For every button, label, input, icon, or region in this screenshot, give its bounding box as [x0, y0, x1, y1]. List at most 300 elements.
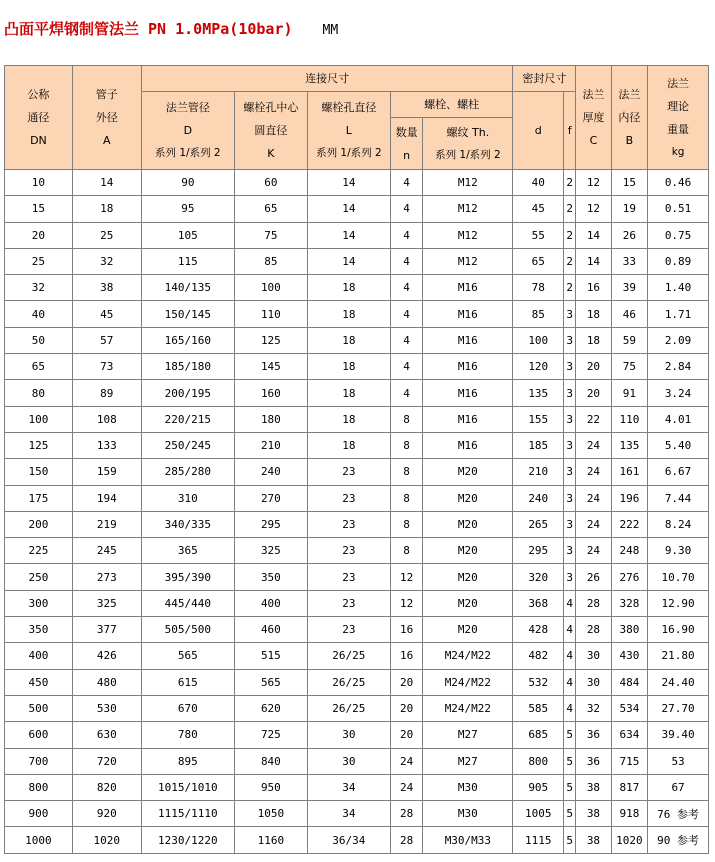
table-cell: 36 [576, 748, 611, 774]
table-cell: 27.70 [648, 695, 709, 721]
table-cell: 5 [564, 827, 576, 853]
table-cell: 600 [5, 722, 73, 748]
header-line: n [403, 148, 411, 162]
table-cell: 5.40 [648, 432, 709, 458]
header-line: 公称 [27, 88, 50, 101]
title-text: 凸面平焊钢制管法兰 PN 1.0MPa(10bar) [4, 20, 293, 38]
table-cell: 4.01 [648, 406, 709, 432]
table-cell: 1.40 [648, 275, 709, 301]
table-cell: 300 [5, 590, 73, 616]
header-line: 理论 [667, 99, 690, 113]
table-cell: 20 [5, 222, 73, 248]
table-cell: 1.71 [648, 301, 709, 327]
table-cell: 30 [576, 643, 611, 669]
table-cell: M12 [423, 170, 513, 196]
table-cell: 0.89 [648, 248, 709, 274]
table-body [5, 170, 709, 854]
table-cell: M27 [423, 722, 513, 748]
col-header-dn [5, 66, 73, 170]
table-cell: M24/M22 [423, 695, 513, 721]
table-cell: 245 [72, 538, 141, 564]
header-line: A [103, 134, 111, 147]
table-row [5, 380, 709, 406]
table-cell: 40 [5, 301, 73, 327]
table-cell: 18 [72, 196, 141, 222]
table-cell: 14 [72, 170, 141, 196]
flange-table [4, 65, 709, 854]
table-cell: 222 [611, 511, 647, 537]
table-cell: 175 [5, 485, 73, 511]
table-cell: 3 [564, 406, 576, 432]
table-cell: 8 [390, 511, 422, 537]
table-cell: 2.84 [648, 354, 709, 380]
table-cell: 240 [234, 459, 307, 485]
table-cell: 12 [576, 170, 611, 196]
table-cell: 20 [390, 695, 422, 721]
table-cell: M12 [423, 222, 513, 248]
table-cell: 38 [576, 801, 611, 827]
table-cell: 273 [72, 564, 141, 590]
table-cell: 67 [648, 774, 709, 800]
table-cell: 634 [611, 722, 647, 748]
col-header-pipe-od [72, 66, 141, 170]
table-row [5, 248, 709, 274]
table-cell: 15 [611, 170, 647, 196]
table-cell: 505/500 [141, 617, 234, 643]
table-cell: 250 [5, 564, 73, 590]
table-cell: M20 [423, 485, 513, 511]
table-cell: 100 [5, 406, 73, 432]
table-cell: 135 [611, 432, 647, 458]
table-cell: 532 [513, 669, 564, 695]
group-header-seal: 密封尺寸 [513, 66, 576, 92]
unit-label: MM [322, 23, 339, 38]
table-cell: 185 [513, 432, 564, 458]
table-cell: 220/215 [141, 406, 234, 432]
table-cell: 185/180 [141, 354, 234, 380]
table-cell: 426 [72, 643, 141, 669]
table-cell: 12 [390, 564, 422, 590]
table-cell: 7.44 [648, 485, 709, 511]
table-cell: 430 [611, 643, 647, 669]
table-cell: 53 [648, 748, 709, 774]
table-cell: 480 [72, 669, 141, 695]
table-cell: 125 [5, 432, 73, 458]
table-cell: M27 [423, 748, 513, 774]
table-cell: 1160 [234, 827, 307, 853]
table-cell: 135 [513, 380, 564, 406]
col-header-flange-od [141, 92, 234, 170]
table-cell: 21.80 [648, 643, 709, 669]
col-header-bolt-hole [307, 92, 390, 170]
table-cell: 25 [5, 248, 73, 274]
table-cell: M24/M22 [423, 669, 513, 695]
table-cell: 20 [576, 354, 611, 380]
table-row [5, 748, 709, 774]
table-cell: 161 [611, 459, 647, 485]
table-cell: 4 [390, 354, 422, 380]
table-cell: M16 [423, 354, 513, 380]
group-header-connection: 连接尺寸 [141, 66, 513, 92]
header-line: 螺栓孔直径 [321, 101, 377, 114]
table-cell: 110 [234, 301, 307, 327]
table-cell: 368 [513, 590, 564, 616]
table-cell: M30 [423, 774, 513, 800]
table-cell: 194 [72, 485, 141, 511]
header-line: 法兰管径 [165, 101, 210, 114]
table-cell: 725 [234, 722, 307, 748]
table-cell: 32 [5, 275, 73, 301]
table-row [5, 511, 709, 537]
table-cell: 4 [390, 222, 422, 248]
table-cell: 14 [307, 248, 390, 274]
table-cell: 3 [564, 485, 576, 511]
table-cell: 196 [611, 485, 647, 511]
table-cell: 38 [72, 275, 141, 301]
header-line: 法兰 [618, 88, 641, 101]
table-cell: 24 [390, 774, 422, 800]
table-cell: 9.30 [648, 538, 709, 564]
table-cell: 365 [141, 538, 234, 564]
table-cell: 6.67 [648, 459, 709, 485]
table-cell: 428 [513, 617, 564, 643]
table-cell: 450 [5, 669, 73, 695]
table-cell: 16 [576, 275, 611, 301]
table-cell: 240 [513, 485, 564, 511]
table-cell: 400 [234, 590, 307, 616]
table-cell: 15 [5, 196, 73, 222]
table-cell: 22 [576, 406, 611, 432]
header-line: 管子 [95, 88, 118, 101]
table-cell: 0.46 [648, 170, 709, 196]
table-cell: 160 [234, 380, 307, 406]
table-cell: 1020 [611, 827, 647, 853]
table-cell: M20 [423, 459, 513, 485]
table-cell: 530 [72, 695, 141, 721]
header-line: kg [671, 145, 685, 158]
table-cell: 8 [390, 538, 422, 564]
table-cell: 16 [390, 643, 422, 669]
table-cell: 18 [307, 380, 390, 406]
table-cell: 8.24 [648, 511, 709, 537]
table-cell: 38 [576, 827, 611, 853]
table-cell: M16 [423, 301, 513, 327]
table-cell: 14 [576, 248, 611, 274]
table-cell: 3 [564, 327, 576, 353]
table-cell: 12 [576, 196, 611, 222]
table-cell: 715 [611, 748, 647, 774]
table-cell: 4 [390, 301, 422, 327]
table-cell: 5 [564, 748, 576, 774]
table-cell: 100 [234, 275, 307, 301]
header-line: 螺纹 Th. [446, 125, 490, 139]
table-row [5, 774, 709, 800]
table-cell: 8 [390, 432, 422, 458]
header-line: 重量 [667, 122, 690, 136]
table-cell: 125 [234, 327, 307, 353]
table-row [5, 590, 709, 616]
table-cell: 24 [576, 485, 611, 511]
table-cell: 19 [611, 196, 647, 222]
table-cell: 24 [390, 748, 422, 774]
table-cell: 26 [611, 222, 647, 248]
table-cell: 565 [234, 669, 307, 695]
table-cell: 630 [72, 722, 141, 748]
table-cell: 18 [576, 327, 611, 353]
table-cell: 14 [307, 196, 390, 222]
table-cell: 75 [611, 354, 647, 380]
table-cell: 225 [5, 538, 73, 564]
table-cell: M20 [423, 564, 513, 590]
table-cell: M20 [423, 590, 513, 616]
table-cell: 65 [234, 196, 307, 222]
col-header-seal-d: d [513, 92, 564, 170]
table-cell: 1115 [513, 827, 564, 853]
table-row [5, 485, 709, 511]
table-cell: 248 [611, 538, 647, 564]
table-cell: 23 [307, 590, 390, 616]
table-cell: 10 [5, 170, 73, 196]
table-cell: M24/M22 [423, 643, 513, 669]
table-cell: 34 [307, 774, 390, 800]
table-cell: 377 [72, 617, 141, 643]
table-cell: 24 [576, 432, 611, 458]
table-cell: 800 [5, 774, 73, 800]
table-cell: 16 [390, 617, 422, 643]
table-cell: 57 [72, 327, 141, 353]
table-cell: 65 [513, 248, 564, 274]
table-cell: 380 [611, 617, 647, 643]
table-cell: 26/25 [307, 669, 390, 695]
table-cell: 210 [234, 432, 307, 458]
table-cell: 4 [390, 275, 422, 301]
table-cell: 5 [564, 722, 576, 748]
table-cell: 115 [141, 248, 234, 274]
table-row [5, 643, 709, 669]
col-header-thread [423, 118, 513, 170]
table-cell: 905 [513, 774, 564, 800]
table-cell: 65 [5, 354, 73, 380]
table-cell: 2 [564, 170, 576, 196]
table-cell: 39 [611, 275, 647, 301]
table-cell: 780 [141, 722, 234, 748]
header-line: 系列 1/系列 2 [435, 148, 501, 161]
table-cell: 36/34 [307, 827, 390, 853]
table-cell: 950 [234, 774, 307, 800]
table-cell: 30 [307, 748, 390, 774]
table-cell: 295 [513, 538, 564, 564]
table-cell: 340/335 [141, 511, 234, 537]
table-cell: 95 [141, 196, 234, 222]
table-cell: 2 [564, 222, 576, 248]
table-cell: 1115/1110 [141, 801, 234, 827]
table-cell: 3.24 [648, 380, 709, 406]
table-cell: M30 [423, 801, 513, 827]
group-header-bolts: 螺栓、螺柱 [390, 92, 513, 118]
table-cell: M20 [423, 538, 513, 564]
table-cell: 45 [513, 196, 564, 222]
table-cell: 0.51 [648, 196, 709, 222]
col-header-bore [611, 66, 647, 170]
table-cell: 250/245 [141, 432, 234, 458]
table-cell: 16.90 [648, 617, 709, 643]
table-cell: 4 [390, 170, 422, 196]
table-cell: 325 [72, 590, 141, 616]
table-cell: 85 [234, 248, 307, 274]
table-row [5, 827, 709, 853]
table-cell: M12 [423, 196, 513, 222]
header-line: DN [30, 134, 47, 147]
table-cell: 4 [390, 248, 422, 274]
table-cell: 265 [513, 511, 564, 537]
table-row [5, 170, 709, 196]
table-cell: 200 [5, 511, 73, 537]
table-row [5, 432, 709, 458]
table-cell: 285/280 [141, 459, 234, 485]
table-cell: M30/M33 [423, 827, 513, 853]
table-cell: 1020 [72, 827, 141, 853]
table-row [5, 354, 709, 380]
col-header-weight [648, 66, 709, 170]
table-cell: 1000 [5, 827, 73, 853]
table-row [5, 327, 709, 353]
table-cell: 4 [390, 327, 422, 353]
table-cell: 565 [141, 643, 234, 669]
table-cell: 500 [5, 695, 73, 721]
table-cell: 14 [576, 222, 611, 248]
table-cell: 40 [513, 170, 564, 196]
header-line: C [589, 134, 598, 147]
table-cell: 310 [141, 485, 234, 511]
table-cell: 28 [390, 801, 422, 827]
table-cell: 4 [564, 617, 576, 643]
table-cell: 800 [513, 748, 564, 774]
col-header-seal-f: f [564, 92, 576, 170]
table-cell: 30 [576, 669, 611, 695]
table-cell: 24.40 [648, 669, 709, 695]
table-cell: 76 参考 [648, 801, 709, 827]
table-cell: 685 [513, 722, 564, 748]
header-line: 内径 [618, 111, 641, 124]
table-cell: M20 [423, 617, 513, 643]
table-cell: 219 [72, 511, 141, 537]
table-cell: 23 [307, 538, 390, 564]
table-cell: 460 [234, 617, 307, 643]
header-line: 法兰 [667, 76, 690, 90]
table-cell: 165/160 [141, 327, 234, 353]
table-cell: 3 [564, 380, 576, 406]
table-row [5, 301, 709, 327]
header-line: L [345, 124, 352, 137]
table-cell: 895 [141, 748, 234, 774]
table-cell: 150/145 [141, 301, 234, 327]
table-cell: 32 [72, 248, 141, 274]
table-row [5, 538, 709, 564]
table-cell: 200/195 [141, 380, 234, 406]
table-cell: 26/25 [307, 643, 390, 669]
table-cell: 515 [234, 643, 307, 669]
table-cell: 26 [576, 564, 611, 590]
header-line: 数量 [395, 125, 418, 139]
table-cell: 75 [234, 222, 307, 248]
table-row [5, 801, 709, 827]
table-row [5, 459, 709, 485]
table-cell: 585 [513, 695, 564, 721]
table-row [5, 617, 709, 643]
table-cell: 39.40 [648, 722, 709, 748]
table-cell: 18 [307, 432, 390, 458]
table-cell: 33 [611, 248, 647, 274]
table-cell: 3 [564, 511, 576, 537]
table-cell: 4 [390, 380, 422, 406]
table-cell: 55 [513, 222, 564, 248]
table-cell: 30 [307, 722, 390, 748]
table-cell: 3 [564, 538, 576, 564]
table-cell: 46 [611, 301, 647, 327]
table-cell: 90 [141, 170, 234, 196]
table-cell: 18 [307, 275, 390, 301]
table-cell: 159 [72, 459, 141, 485]
table-cell: 700 [5, 748, 73, 774]
header-line: 厚度 [582, 111, 605, 124]
table-cell: 18 [307, 327, 390, 353]
table-row [5, 275, 709, 301]
table-cell: 89 [72, 380, 141, 406]
table-cell: 2.09 [648, 327, 709, 353]
table-cell: 395/390 [141, 564, 234, 590]
table-row [5, 406, 709, 432]
table-row [5, 196, 709, 222]
table-cell: 32 [576, 695, 611, 721]
table-cell: 920 [72, 801, 141, 827]
header-line: 外径 [95, 111, 118, 124]
table-cell: M16 [423, 327, 513, 353]
table-cell: 534 [611, 695, 647, 721]
table-cell: 4 [564, 590, 576, 616]
table-cell: 276 [611, 564, 647, 590]
table-cell: 3 [564, 354, 576, 380]
table-cell: M16 [423, 380, 513, 406]
header-line: 法兰 [582, 88, 605, 101]
table-cell: 3 [564, 432, 576, 458]
table-cell: 817 [611, 774, 647, 800]
table-cell: 14 [307, 170, 390, 196]
table-cell: 4 [564, 669, 576, 695]
table-cell: 150 [5, 459, 73, 485]
table-cell: 100 [513, 327, 564, 353]
header-line: 通径 [27, 111, 50, 124]
table-cell: 900 [5, 801, 73, 827]
table-cell: 50 [5, 327, 73, 353]
table-cell: 8 [390, 406, 422, 432]
table-cell: 12.90 [648, 590, 709, 616]
table-cell: 2 [564, 248, 576, 274]
table-cell: M16 [423, 406, 513, 432]
table-cell: M20 [423, 511, 513, 537]
table-cell: 670 [141, 695, 234, 721]
table-cell: 1230/1220 [141, 827, 234, 853]
header-line: 系列 1/系列 2 [155, 147, 221, 159]
table-cell: 210 [513, 459, 564, 485]
table-cell: 3 [564, 564, 576, 590]
table-cell: 5 [564, 801, 576, 827]
table-cell: 108 [72, 406, 141, 432]
table-cell: M16 [423, 275, 513, 301]
col-header-bolt-count [390, 118, 422, 170]
table-cell: 3 [564, 459, 576, 485]
table-cell: 10.70 [648, 564, 709, 590]
page-title [4, 18, 338, 42]
